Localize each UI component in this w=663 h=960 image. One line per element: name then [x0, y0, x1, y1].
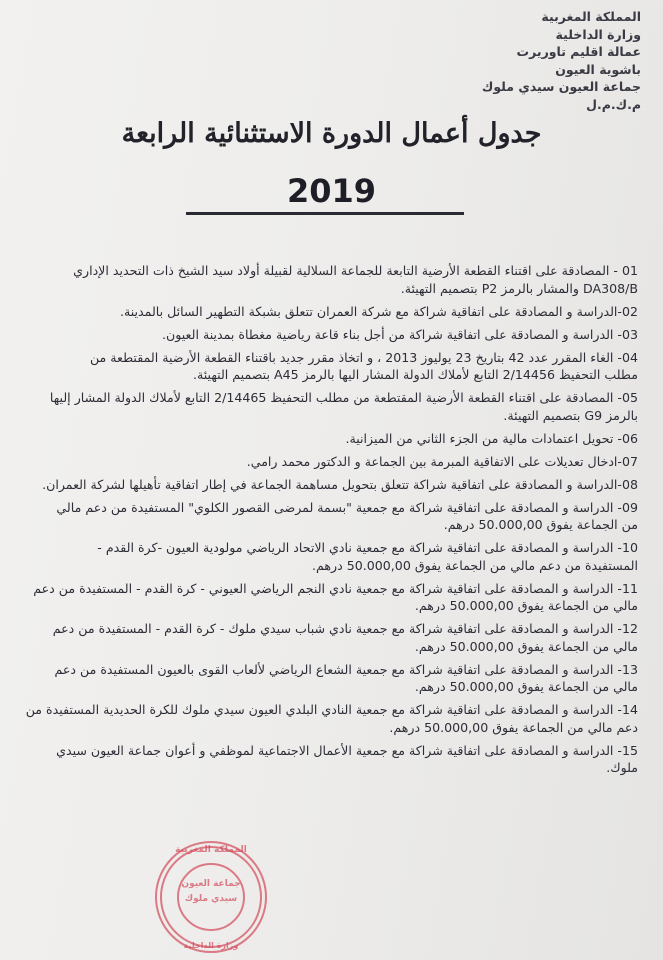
agenda-item-text: 05- المصادقة على اقتناء القطعة الأرضية المقتطعة من مطلب التحفيظ 2/14465 التابع لأملاك الدولة المشار إليها بالرمز G9 بتصميم التهيئة. — [49, 390, 638, 423]
letterhead-line: جماعة العيون سيدي ملوك — [481, 79, 641, 94]
agenda-item-text: 03- الدراسة و المصادقة على اتفاقية شراكة من أجل بناء قاعة رياضية مغطاة بمدينة العيون. — [161, 326, 638, 342]
agenda-item — [18, 620, 638, 655]
stamp-inner-bottom: وزارة الداخلية — [183, 941, 239, 950]
agenda-item — [18, 430, 638, 448]
agenda-item-text: 10- الدراسة و المصادقة على اتفاقية شراكة مع جمعية نادي الاتحاد الرياضي مولودية العيون -كرة القدم - المستفيدة من دعم مالي من الجماعة يفوق 50.000,00 درهم. — [97, 540, 638, 573]
agenda-item — [18, 661, 638, 696]
stamp-inner-top: جماعة العيون — [181, 879, 241, 889]
agenda-item-text: 11- الدراسة و المصادقة على اتفاقية شراكة مع جمعية نادي النجم الرياضي العيوني - كرة القدم - المستفيدة من دعم مالي من الجماعة يفوق 50.000,00 درهم. — [33, 580, 638, 613]
agenda-item-text: 14- الدراسة و المصادقة على اتفاقية شراكة مع جمعية النادي البلدي العيون سيدي ملوك للكرة الحديدية المستفيدة من دعم مالي من الجماعة يفوق 50.000,00 درهم. — [25, 702, 638, 735]
agenda-item-text: 04- الغاء المقرر عدد 42 بتاريخ 23 يوليوز 2013 ، و اتخاذ مقرر جديد باقتناء القطعة الأرضية المقتطعة من مطلب التحفيظ 2/14456 التابع لأملاك الدولة المشار اليها بالرمز A45 بتصميم التهيئة. — [89, 349, 638, 382]
agenda-item-text: 09- الدراسة و المصادقة على اتفاقية شراكة مع جمعية "بسمة لمرضى القصور الكلوي" المستفيدة من دعم مالي من الجماعة يفوق 50.000,00 درهم. — [56, 499, 638, 532]
agenda-item — [18, 701, 638, 736]
letterhead-line: المملكة المغربية — [541, 9, 641, 24]
letterhead — [411, 8, 641, 113]
agenda-item — [18, 349, 638, 384]
stamp-seal-icon — [150, 838, 272, 956]
document-title: جدول أعمال الدورة الاستثنائية الرابعة — [121, 118, 542, 149]
agenda-item-text: 01 - المصادقة على اقتناء القطعة الأرضية التابعة للجماعة السلالية لقبيلة أولاد سيد الشيخ ذات التحديد الإداري DA308/B والمشار بالرمز P2 بتصميم التهيئة. — [73, 263, 638, 296]
agenda-item-text: 08-الدراسة و المصادقة على اتفاقية شراكة تتعلق بتحويل مساهمة الجماعة في إطار اتفاقية تأهيلها لشركة العمران. — [42, 476, 638, 492]
agenda-item-text: 13- الدراسة و المصادقة على اتفاقية شراكة مع جمعية الشعاع الرياضي لألعاب القوى بالعيون المستفيدة من دعم مالي من الجماعة يفوق 50.000,00 درهم. — [54, 661, 638, 694]
agenda-item-text: 15- الدراسة و المصادقة على اتفاقية شراكة مع جمعية الأعمال الاجتماعية لموظفي و أعوان جماعة العيون سيدي ملوك. — [56, 742, 638, 775]
letterhead-line: وزارة الداخلية — [555, 26, 641, 42]
agenda-item — [18, 303, 638, 321]
agenda-item — [18, 580, 638, 615]
letterhead-line: م.ك.م.ل — [586, 96, 641, 112]
agenda-item — [18, 742, 638, 777]
agenda-item — [18, 262, 638, 297]
agenda-item-text: 07-ادخال تعديلات على الاتفاقية المبرمة بين الجماعة و الدكتور محمد رامي. — [246, 453, 638, 469]
agenda-item — [18, 499, 638, 534]
stamp-inner-middle: سيدي ملوك — [184, 894, 238, 904]
official-stamp — [150, 838, 272, 956]
letterhead-line: باشوية العيون — [555, 61, 641, 77]
agenda-list — [18, 262, 638, 782]
document-year: 2019 — [286, 172, 377, 210]
agenda-item — [18, 476, 638, 494]
agenda-item-text: 12- الدراسة و المصادقة على اتفاقية شراكة مع جمعية نادي شباب سيدي ملوك - كرة القدم - المستفيدة من دعم مالي من الجماعة يفوق 50.000,00 درهم. — [52, 621, 638, 654]
letterhead-line: عمالة اقليم تاوريرت — [516, 44, 641, 59]
agenda-item — [18, 326, 638, 344]
agenda-item — [18, 539, 638, 574]
stamp-outer-text: المملكة المغربية — [175, 845, 247, 855]
agenda-item — [18, 453, 638, 471]
agenda-item-text: 06- تحويل اعتمادات مالية من الجزء الثاني من الميزانية. — [345, 430, 638, 446]
agenda-item-text: 02-الدراسة و المصادقة على اتفاقية شراكة مع شركة العمران تتعلق بشبكة التطهير السائل بالمدينة. — [120, 303, 638, 319]
title-underline — [186, 212, 464, 215]
agenda-item — [18, 389, 638, 424]
